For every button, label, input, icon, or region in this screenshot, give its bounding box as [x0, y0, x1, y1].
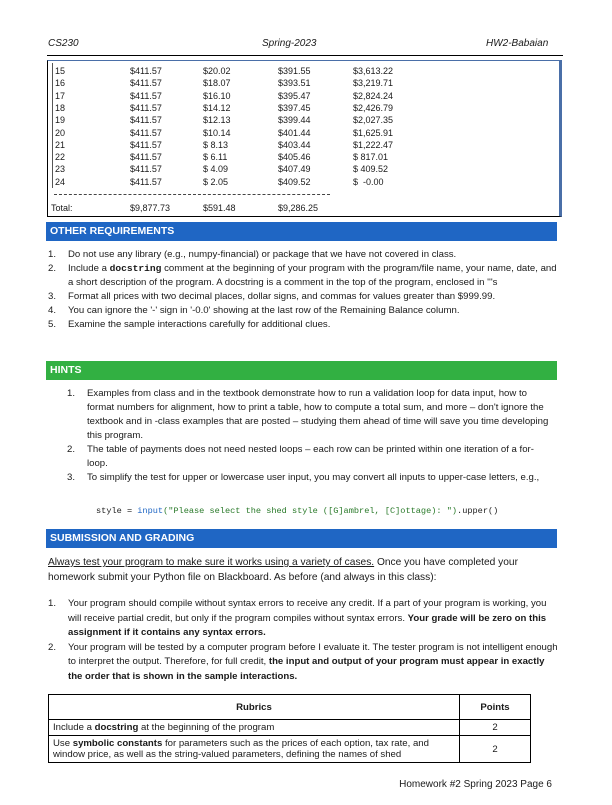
table-cell: 19	[55, 115, 66, 126]
table-cell: $411.57	[130, 152, 162, 163]
table-cell: $399.44	[278, 115, 311, 126]
table-cell: $20.02	[203, 66, 231, 76]
rubric-text: Include a docstring at the beginning of the program	[49, 720, 460, 736]
header-course: CS230	[48, 38, 79, 49]
total-cell: Total:	[51, 203, 73, 213]
page-footer: Homework #2 Spring 2023 Page 6	[399, 779, 552, 790]
table-cell: $3,219.71	[353, 78, 394, 89]
total-cell: $9,286.25	[278, 203, 319, 213]
list-item: 3. To simplify the test for upper or lowercase user input, you may convert all inputs to upper-case letters, e.g.,	[67, 472, 540, 483]
rubric-text: Use symbolic constants for parameters such as the prices of each option, tax rate, and window price, as well as the string-valued parameters, defining the names of shed	[49, 736, 460, 763]
table-row	[49, 736, 531, 763]
header-rule	[47, 55, 563, 56]
table-cell: $ 409.52	[353, 164, 389, 175]
table-cell: $411.57	[130, 115, 162, 126]
list-item: 2. Include a docstring comment at the beginning of your program with the program/file name, your name, date, and a short description of the program. A docstring is a comment in the top of the program, enclosed in '''s	[48, 263, 557, 288]
list-item: 4. You can ignore the '-' sign in '-0.0' showing at the last row of the Remaining Balance column.	[48, 305, 460, 316]
table-cell: $397.45	[278, 102, 311, 113]
hints-list	[67, 387, 553, 485]
table-cell: $1,625.91	[353, 127, 394, 138]
rubric-points: 2	[460, 720, 531, 736]
list-item: 5. Examine the sample interactions carefully for additional clues.	[48, 319, 331, 330]
table-cell: $393.51	[278, 78, 311, 89]
submission-intro: Always test your program to make sure it works using a variety of cases. Once you have completed your homework submit your Python file on Blackboard. As before (and always in this class):	[48, 557, 518, 583]
table-cell: $411.57	[130, 90, 162, 101]
table-cell: $403.44	[278, 139, 311, 150]
table-cell: $12.13	[203, 115, 231, 126]
table-row	[48, 128, 559, 140]
table-cell: $ 4.09	[203, 164, 229, 175]
rubrics-header: Rubrics	[49, 695, 460, 720]
table-cell: 21	[55, 139, 66, 150]
code-example: style = input("Please select the shed style ([G]ambrel, [C]ottage): ").upper()	[96, 506, 499, 516]
table-cell: $401.44	[278, 127, 311, 138]
list-item: 1. Do not use any library (e.g., numpy-financial) or package that we have not covered in class.	[48, 249, 457, 260]
table-cell: $411.57	[130, 164, 162, 175]
list-item: 2. The table of payments does not need nested loops – each row can be printed within one iteration of a for-loop.	[67, 444, 534, 469]
table-row	[49, 720, 531, 736]
table-row	[48, 66, 559, 78]
total-cell: $9,877.73	[130, 203, 171, 213]
table-header-row	[49, 695, 531, 720]
table-row	[48, 103, 559, 115]
table-row	[48, 177, 559, 189]
table-cell: $411.57	[130, 139, 162, 150]
table-cell: $405.46	[278, 152, 311, 163]
table-cell: 23	[55, 164, 66, 175]
table-cell: $2,426.79	[353, 102, 394, 113]
table-cell: $395.47	[278, 90, 311, 101]
table-cell: 18	[55, 102, 66, 113]
table-cell: $ -0.00	[353, 176, 384, 187]
totals-row	[48, 203, 559, 215]
table-cell: 15	[55, 66, 66, 76]
table-cell: $411.57	[130, 102, 162, 113]
table-row	[48, 91, 559, 103]
table-cell: $3,613.22	[353, 66, 394, 76]
table-cell: $407.49	[278, 164, 311, 175]
table-cell: 16	[55, 78, 66, 89]
table-cell: $ 8.13	[203, 139, 229, 150]
table-cell: $409.52	[278, 176, 311, 187]
totals-divider	[54, 194, 330, 195]
table-row	[48, 164, 559, 176]
table-cell: 24	[55, 176, 66, 187]
section-submission: SUBMISSION AND GRADING	[46, 529, 557, 548]
payment-table	[47, 60, 562, 217]
table-cell: $ 2.05	[203, 176, 229, 187]
points-header: Points	[460, 695, 531, 720]
table-row	[48, 115, 559, 127]
list-item: 1. Examples from class and in the textbook demonstrate how to run a validation loop for data input, how to format numbers for alignment, how to print a table, how to compute a total sum, and more – don't ignore the textbook and in -class examples that are posted – studying them ahead of time will save you time developing this program.	[67, 388, 549, 441]
table-cell: 22	[55, 152, 66, 163]
other-requirements-list	[48, 248, 560, 332]
table-cell: $ 6.11	[203, 152, 228, 163]
table-cell: $2,027.35	[353, 115, 394, 126]
table-cell: $14.12	[203, 102, 231, 113]
table-cell: $ 817.01	[353, 152, 389, 163]
table-row	[48, 152, 559, 164]
table-cell: $2,824.24	[353, 90, 394, 101]
table-cell: $18.07	[203, 78, 231, 89]
table-cell: $411.57	[130, 127, 162, 138]
table-cell: $391.55	[278, 66, 311, 76]
list-item: 3. Format all prices with two decimal places, dollar signs, and commas for values greater than $999.99.	[48, 291, 496, 302]
table-row	[48, 140, 559, 152]
total-cell: $591.48	[203, 203, 236, 213]
list-item: 2. Your program will be tested by a computer program before I evaluate it. The tester program is not intelligent enough to interpret the output. Therefore, for full credit, the input and output of your program must appear in exactly the order that is shown in the sample interactions.	[48, 641, 558, 682]
table-cell: 20	[55, 127, 66, 138]
header-assignment: HW2-Babaian	[486, 38, 549, 49]
table-cell: $1,222.47	[353, 139, 394, 150]
header-term: Spring-2023	[262, 38, 317, 49]
table-cell: $10.14	[203, 127, 231, 138]
table-cell: $411.57	[130, 66, 162, 76]
submission-list	[48, 597, 560, 684]
table-cell: $411.57	[130, 78, 162, 89]
table-cell: 17	[55, 90, 66, 101]
table-cell: $16.10	[203, 90, 231, 101]
section-other-requirements: OTHER REQUIREMENTS	[46, 222, 557, 241]
table-cell: $411.57	[130, 176, 162, 187]
section-hints: HINTS	[46, 361, 557, 380]
table-row	[48, 78, 559, 90]
rubrics-table	[48, 694, 531, 763]
list-item: 1. Your program should compile without syntax errors to receive any credit. If a part of your program is working, you will receive partial credit, but only if the program compiles without syntax errors. Your grade will be zero on this assignment if it contains any syntax errors.	[48, 598, 547, 638]
rubric-points: 2	[460, 736, 531, 763]
